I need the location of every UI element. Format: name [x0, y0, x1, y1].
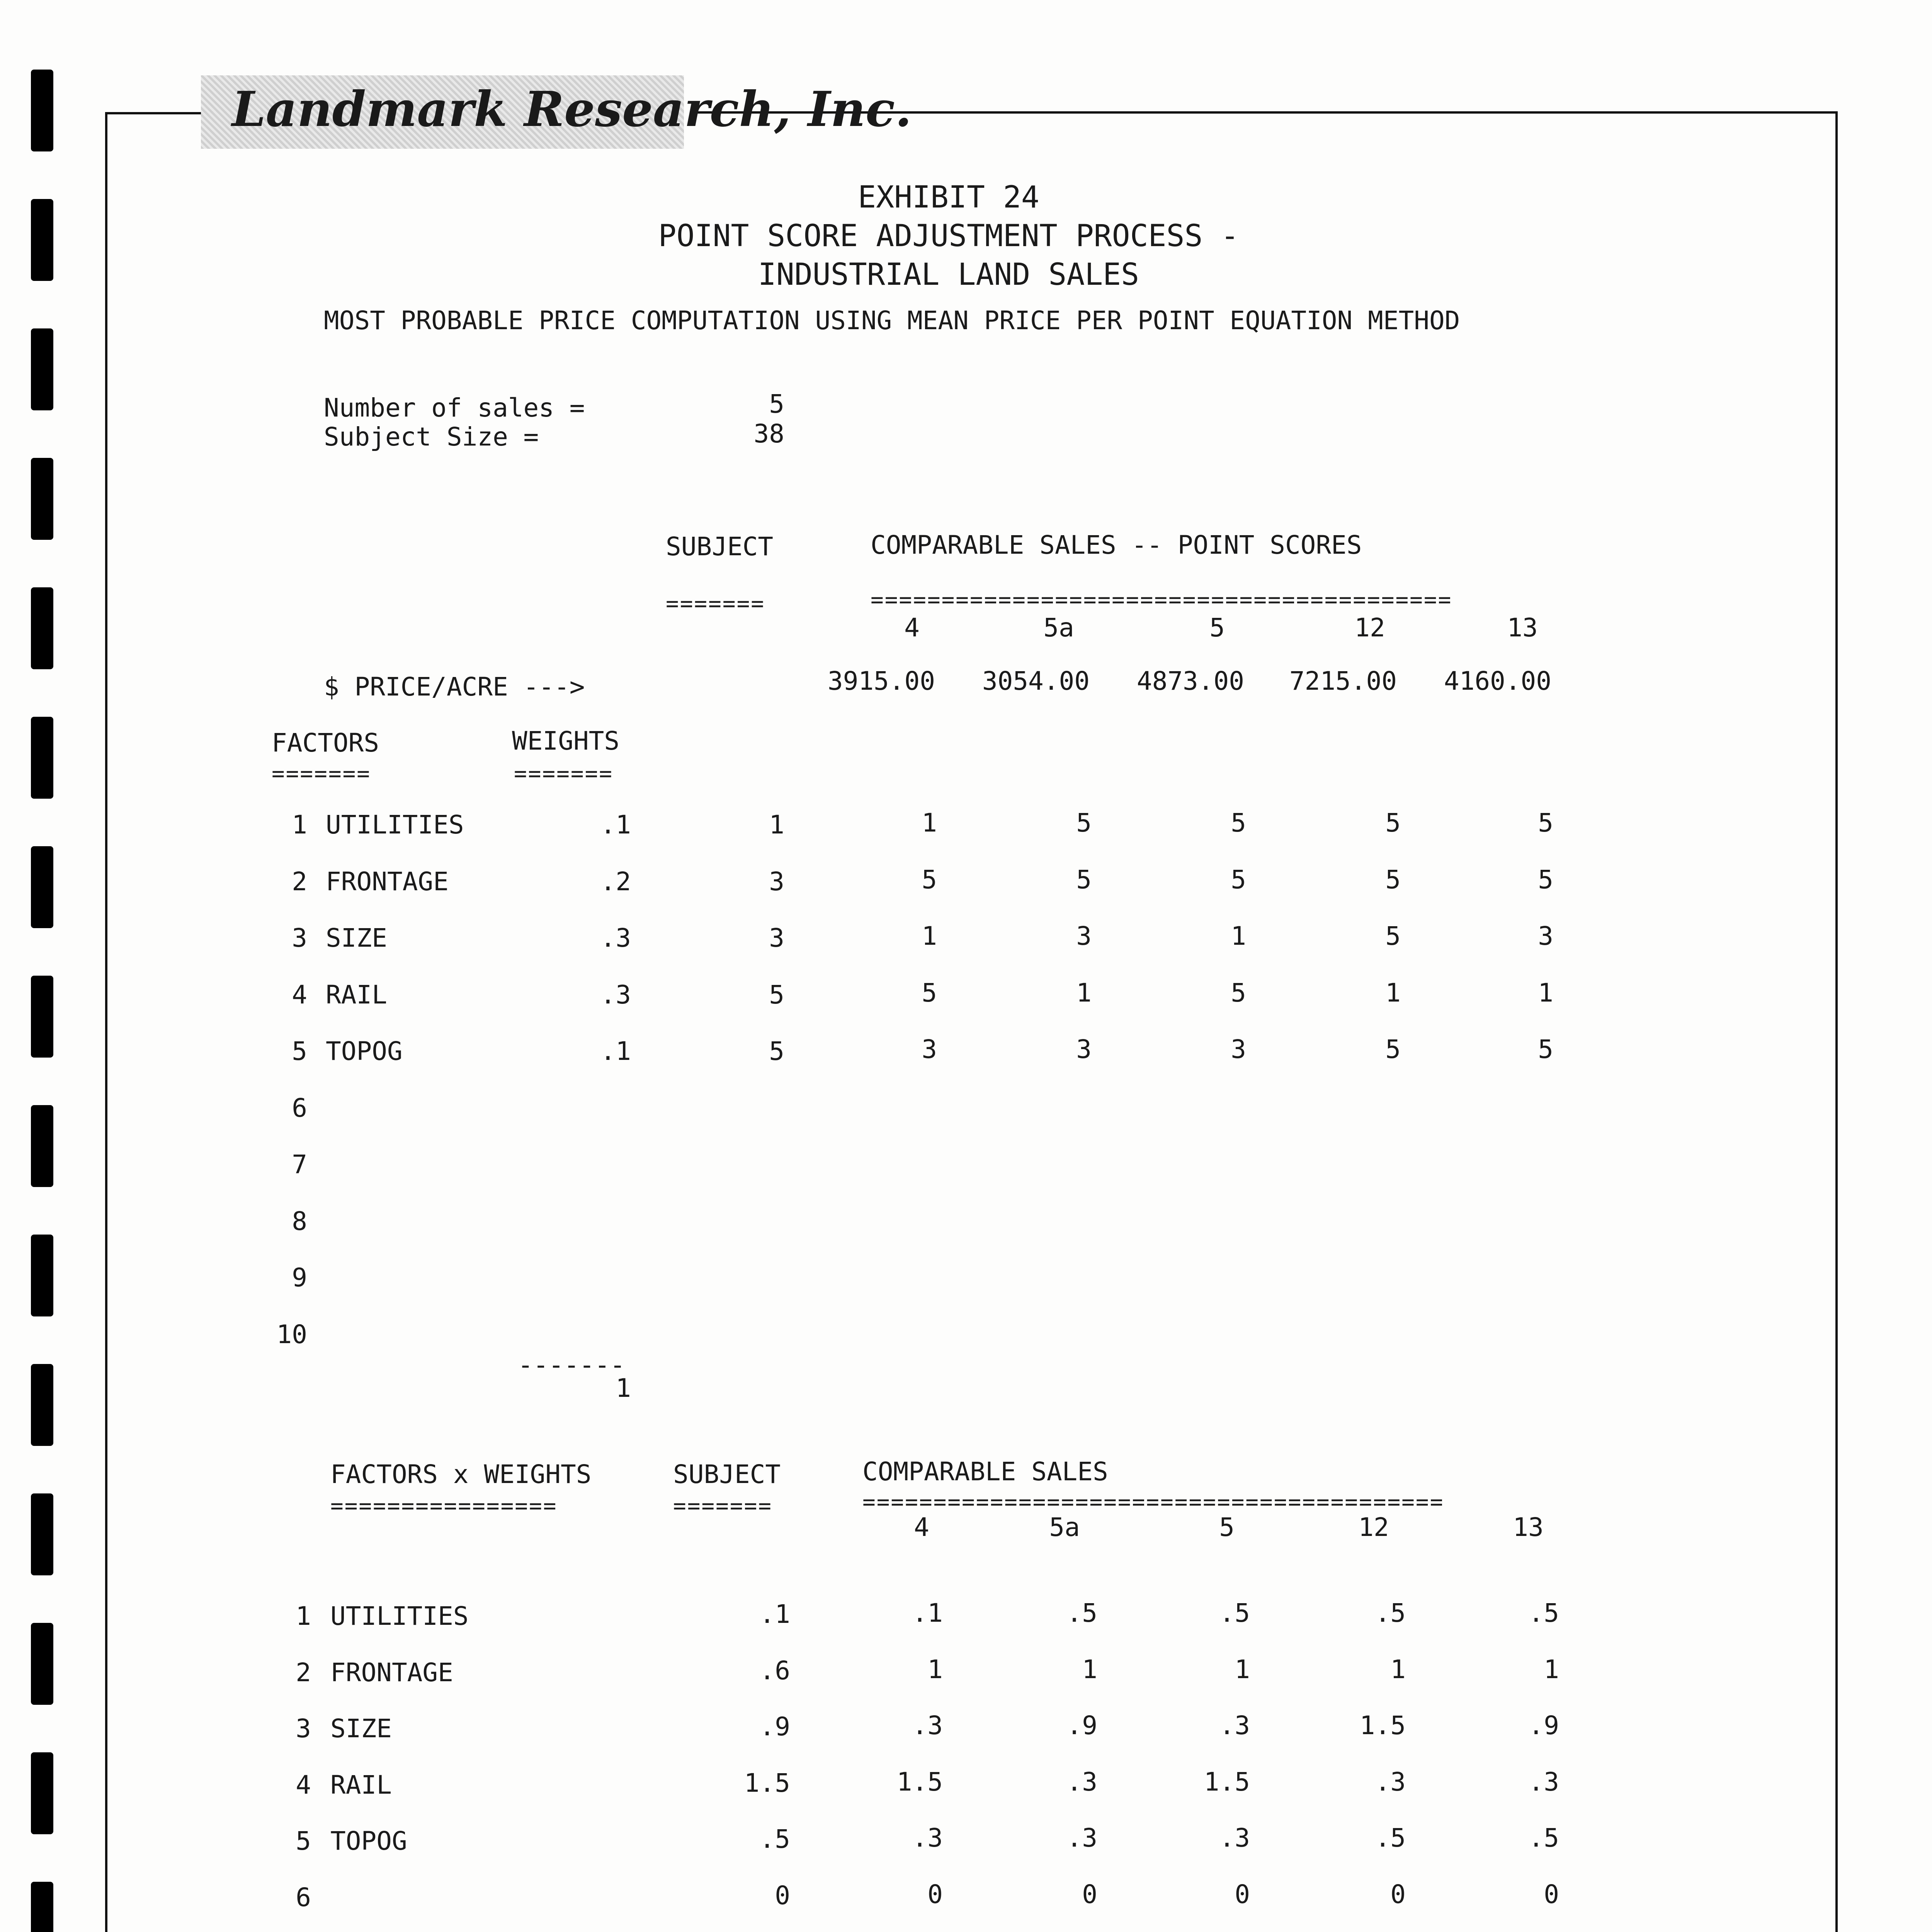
section2-factor-name: RAIL: [330, 1770, 392, 1800]
section1-comparable-header: COMPARABLE SALES -- POINT SCORES: [871, 530, 1362, 560]
section1-comparable-score: 5: [1231, 978, 1246, 1008]
section1-subject-score: 3: [769, 866, 784, 896]
section2-comparable-score: 1: [1235, 1654, 1250, 1684]
section1-sale-id: 12: [1354, 613, 1385, 643]
section1-factor-weight: .1: [600, 810, 631, 840]
factors-underline: =======: [272, 761, 371, 786]
binder-hole: [31, 199, 53, 281]
binder-hole: [31, 1493, 53, 1575]
exhibit-title: EXHIBIT 24: [858, 180, 1039, 215]
section1-sale-id: 4: [904, 613, 920, 643]
section2-factor-number: 4: [296, 1770, 311, 1800]
binder-hole: [31, 70, 53, 151]
section1-comparable-score: 5: [922, 864, 937, 895]
binder-hole: [31, 846, 53, 928]
section2-comparable-score: .3: [1066, 1823, 1097, 1853]
section2-comparable-score: .3: [1528, 1767, 1559, 1797]
section2-comparable-score: .3: [912, 1711, 943, 1740]
exhibit-subtitle-1: POINT SCORE ADJUSTMENT PROCESS -: [658, 219, 1239, 253]
subject-size-value: 38: [753, 419, 784, 449]
binder-hole: [31, 1364, 53, 1446]
section2-factor-name: SIZE: [330, 1714, 392, 1743]
weights-header: WEIGHTS: [512, 726, 620, 756]
section2-comparable-score: 0: [1235, 1879, 1250, 1909]
binder-hole: [31, 1882, 53, 1932]
section2-factor-number: 6: [296, 1882, 311, 1912]
section2-comparable-score: .3: [1219, 1823, 1250, 1853]
section2-sale-id: 13: [1513, 1512, 1544, 1542]
weights-underline: =======: [514, 761, 614, 786]
section2-comparable-score: .9: [1066, 1711, 1097, 1740]
section2-factor-name: UTILITIES: [330, 1601, 469, 1631]
section2-sale-id: 5: [1219, 1512, 1235, 1542]
section2-subject-header: SUBJECT: [673, 1459, 781, 1489]
section1-comparable-score: 3: [1076, 921, 1092, 951]
frame-right: [1835, 111, 1838, 1932]
binder-hole: [31, 1235, 53, 1316]
section1-factor-number: 9: [292, 1263, 307, 1293]
section1-factor-weight: .1: [600, 1036, 631, 1066]
section1-comparable-score: 5: [1076, 808, 1092, 838]
section2-comparable-score: 0: [1390, 1879, 1406, 1909]
section2-comparable-score: 1.5: [1359, 1711, 1406, 1740]
section1-subject-score: 3: [769, 923, 784, 953]
section1-comparable-score: 3: [1076, 1034, 1092, 1064]
binder-hole: [31, 976, 53, 1058]
section2-comparable-score: .3: [1219, 1711, 1250, 1740]
section2-comparable-header: COMPARABLE SALES: [862, 1457, 1108, 1486]
section2-comparable-score: .5: [1528, 1598, 1559, 1628]
section1-factor-weight: .3: [600, 923, 631, 953]
section1-comparable-score: 1: [1385, 978, 1401, 1008]
section2-comparable-score: 0: [1082, 1879, 1097, 1909]
section1-comparable-score: 5: [922, 978, 937, 1008]
section2-sale-id: 4: [914, 1512, 929, 1542]
section1-comparable-score: 5: [1538, 808, 1553, 838]
section2-comparable-score: 1: [1544, 1654, 1559, 1684]
section2-factors-header: FACTORS x WEIGHTS: [330, 1459, 592, 1489]
factors-header: FACTORS: [272, 728, 379, 758]
section2-subject-score: 0: [775, 1880, 790, 1910]
section1-factor-number: 3: [292, 923, 307, 953]
section1-factor-name: UTILITIES: [326, 810, 464, 840]
binder-hole: [31, 458, 53, 540]
section2-factor-name: TOPOG: [330, 1826, 407, 1856]
section1-comparable-score: 5: [1385, 921, 1401, 951]
company-logo: Landmark Research, Inc.: [232, 81, 912, 138]
section2-comparable-score: 1.5: [896, 1767, 943, 1797]
section2-comparable-score: .5: [1375, 1598, 1406, 1628]
binder-hole: [31, 1105, 53, 1187]
section2-comparable-score: 0: [1544, 1879, 1559, 1909]
section1-comparable-score: 1: [922, 921, 937, 951]
section2-factor-number: 1: [296, 1601, 311, 1631]
section2-subject-score: .1: [759, 1599, 790, 1629]
section2-factors-underline: ================: [330, 1493, 558, 1519]
price-label: $ PRICE/ACRE --->: [324, 672, 585, 702]
number-of-sales-value: 5: [769, 389, 784, 419]
binder-hole: [31, 587, 53, 669]
section2-subject-underline: =======: [673, 1493, 773, 1519]
section2-subject-score: .9: [759, 1712, 790, 1742]
section2-comparable-score: .9: [1528, 1711, 1559, 1740]
number-of-sales-label: Number of sales =: [324, 393, 585, 423]
weights-total-rule: -------: [518, 1350, 626, 1380]
section2-comparable-score: .3: [1066, 1767, 1097, 1797]
binder-hole: [31, 328, 53, 410]
section2-subject-score: .5: [759, 1824, 790, 1854]
section2-subject-score: 1.5: [744, 1768, 790, 1798]
section2-comparable-score: 1: [927, 1654, 943, 1684]
section1-comparable-score: 3: [1231, 1034, 1246, 1064]
section2-comparable-score: .5: [1066, 1598, 1097, 1628]
weights-total: 1: [616, 1373, 631, 1403]
section1-sale-id: 5a: [1043, 613, 1074, 643]
section1-subject-header: SUBJECT: [666, 532, 774, 561]
section2-factor-name: FRONTAGE: [330, 1657, 453, 1687]
section2-comparable-score: 1: [1082, 1654, 1097, 1684]
section1-subject-score: 5: [769, 1036, 784, 1066]
section1-comparable-score: 1: [1538, 978, 1553, 1008]
section1-factor-number: 7: [292, 1150, 307, 1179]
section1-price: 4160.00: [1444, 666, 1551, 696]
section1-comparable-score: 5: [1231, 864, 1246, 895]
section2-sale-id: 12: [1358, 1512, 1389, 1542]
section2-comparable-score: 1: [1390, 1654, 1406, 1684]
section1-comparable-score: 3: [1538, 921, 1553, 951]
section1-factor-number: 6: [292, 1093, 307, 1123]
section1-price: 3054.00: [982, 666, 1090, 696]
binder-hole: [31, 1752, 53, 1834]
section1-sale-id: 13: [1507, 613, 1538, 643]
section1-factor-weight: .3: [600, 980, 631, 1010]
section1-sale-id: 5: [1209, 613, 1225, 643]
section2-subject-score: .6: [759, 1655, 790, 1685]
section1-subject-score: 5: [769, 980, 784, 1010]
section1-comparable-score: 5: [1231, 808, 1246, 838]
section1-factor-name: TOPOG: [326, 1036, 403, 1066]
section1-factor-weight: .2: [600, 866, 631, 896]
section1-comparable-score: 5: [1538, 864, 1553, 895]
section2-factor-number: 3: [296, 1714, 311, 1743]
section1-comparable-score: 1: [1231, 921, 1246, 951]
section1-comparable-score: 1: [1076, 978, 1092, 1008]
frame-top-left: [106, 112, 201, 114]
section1-factor-number: 1: [292, 810, 307, 840]
section2-comparable-underline: =========================================: [862, 1490, 1444, 1515]
section2-comparable-score: .5: [1219, 1598, 1250, 1628]
section2-comparable-score: .1: [912, 1598, 943, 1628]
section1-comparable-score: 5: [1076, 864, 1092, 895]
section1-comparable-score: 5: [1538, 1034, 1553, 1064]
section2-comparable-score: 0: [927, 1879, 943, 1909]
section1-price: 4873.00: [1136, 666, 1244, 696]
section1-factor-name: RAIL: [326, 980, 387, 1010]
section2-comparable-score: .5: [1528, 1823, 1559, 1853]
section1-factor-name: FRONTAGE: [326, 866, 449, 896]
section1-comparable-score: 5: [1385, 864, 1401, 895]
subject-size-label: Subject Size =: [324, 422, 539, 452]
section1-comparable-score: 5: [1385, 808, 1401, 838]
section2-comparable-score: .3: [1375, 1767, 1406, 1797]
section1-subject-underline: =======: [666, 591, 765, 616]
section1-comparable-score: 1: [922, 808, 937, 838]
section1-price: 3915.00: [827, 666, 935, 696]
section1-price: 7215.00: [1289, 666, 1397, 696]
section1-factor-number: 2: [292, 866, 307, 896]
section1-subject-score: 1: [769, 810, 784, 840]
binder-hole: [31, 1623, 53, 1705]
section2-sale-id: 5a: [1049, 1512, 1080, 1542]
section1-factor-number: 4: [292, 980, 307, 1010]
section1-comparable-score: 3: [922, 1034, 937, 1064]
binder-hole: [31, 717, 53, 799]
section2-comparable-score: .3: [912, 1823, 943, 1853]
section2-comparable-score: 1.5: [1204, 1767, 1250, 1797]
frame-left: [105, 112, 107, 1932]
exhibit-subtitle-2: INDUSTRIAL LAND SALES: [758, 257, 1139, 292]
section2-comparable-score: .5: [1375, 1823, 1406, 1853]
section2-factor-number: 5: [296, 1826, 311, 1856]
section1-factor-name: SIZE: [326, 923, 387, 953]
section1-factor-number: 10: [276, 1319, 307, 1349]
section2-factor-number: 2: [296, 1657, 311, 1687]
section1-factor-number: 5: [292, 1036, 307, 1066]
method-line: MOST PROBABLE PRICE COMPUTATION USING MEAN PRICE PER POINT EQUATION METHOD: [324, 306, 1460, 335]
section1-comparable-underline: =========================================: [871, 587, 1452, 612]
section1-comparable-score: 5: [1385, 1034, 1401, 1064]
section1-factor-number: 8: [292, 1206, 307, 1236]
